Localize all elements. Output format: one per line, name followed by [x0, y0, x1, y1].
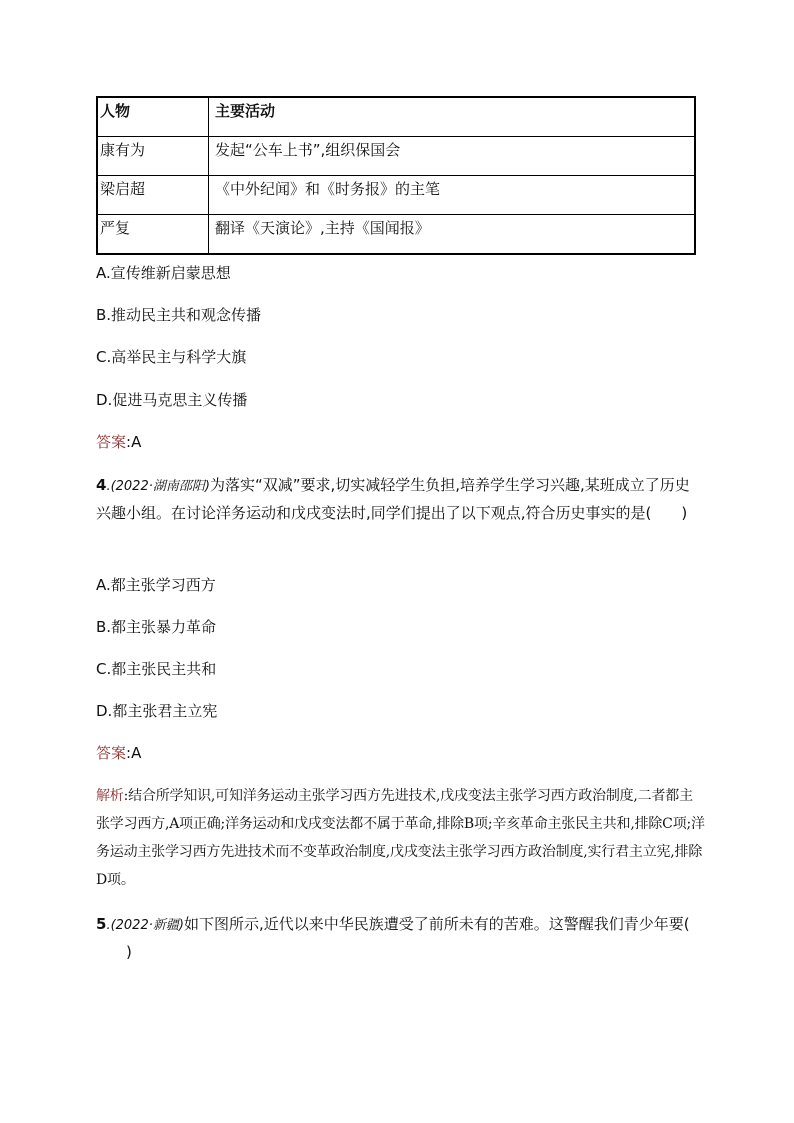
q3-option-a: A.宣传维新启蒙思想 [96, 264, 231, 282]
q3-option-c: C.高举民主与科学大旗 [96, 348, 247, 366]
table-row [97, 176, 695, 215]
q4-option-b: B.都主张暴力革命 [96, 618, 217, 636]
q3-option-d: D.促进马克思主义传播 [96, 391, 248, 409]
q3-answer [96, 432, 141, 452]
q4-option-d: D.都主张君主立宪 [96, 702, 218, 720]
answer-label: 答案 [96, 433, 127, 451]
q3-option-b: B.推动民主共和观念传播 [96, 306, 262, 324]
question-number: 4 [96, 476, 107, 494]
table-header-cell: 主要活动 [209, 97, 696, 137]
q4-option-a: A.都主张学习西方 [96, 576, 216, 594]
table-cell: 康有为 [97, 137, 209, 176]
question-source: .(2022·湖南邵阳) [106, 479, 210, 494]
question-text-end: ) [126, 943, 132, 961]
table-cell: 发起“公车上书”,组织保国会 [209, 137, 696, 176]
table-header-cell: 人物 [97, 97, 209, 137]
question-number: 5 [96, 915, 107, 933]
q4-analysis [96, 782, 706, 894]
answer-label: 答案 [96, 744, 127, 762]
table-header-row [97, 97, 695, 137]
table-cell: 梁启超 [97, 176, 209, 215]
question-source: .(2022·新疆) [106, 918, 184, 933]
q4-option-c: C.都主张民主共和 [96, 660, 217, 678]
answer-value: :A [126, 744, 142, 762]
answer-value: :A [126, 433, 142, 451]
table-cell: 《中外纪闻》和《时务报》的主笔 [209, 176, 696, 215]
table-row [97, 137, 695, 176]
table-row [97, 215, 695, 255]
analysis-text: :结合所学知识,可知洋务运动主张学习西方先进技术,戊戌变法主张学习西方政治制度,二者都主张学习西方,A项正确;洋务运动和戊戌变法都不属于革命,排除B项;辛亥革命主张民主共和,排除C项;洋务运动主张学习西方先进技术而不变革政治制度,戊戌变法主张学习西方政治制度,实行君主立宪,排除D项。 [96, 788, 705, 888]
question-text: 如下图所示,近代以来中华民族遭受了前所未有的苦难。这警醒我们青少年要( [183, 915, 690, 933]
analysis-label: 解析 [96, 788, 124, 804]
question-text-end: ) [681, 504, 688, 522]
table-cell: 翻译《天演论》,主持《国闻报》 [209, 215, 696, 255]
q4-answer [96, 743, 141, 763]
question-text: 为落实“双减”要求,切实减轻学生负担,培养学生学习兴趣,某班成立了历史兴趣小组。在讨论洋务运动和戊戌变法时,同学们提出了以下观点,符合历史事实的是( [96, 476, 690, 522]
q4-stem [96, 472, 700, 526]
q5-stem [96, 911, 700, 965]
figures-activities-table [96, 96, 696, 255]
table-cell: 严复 [97, 215, 209, 255]
